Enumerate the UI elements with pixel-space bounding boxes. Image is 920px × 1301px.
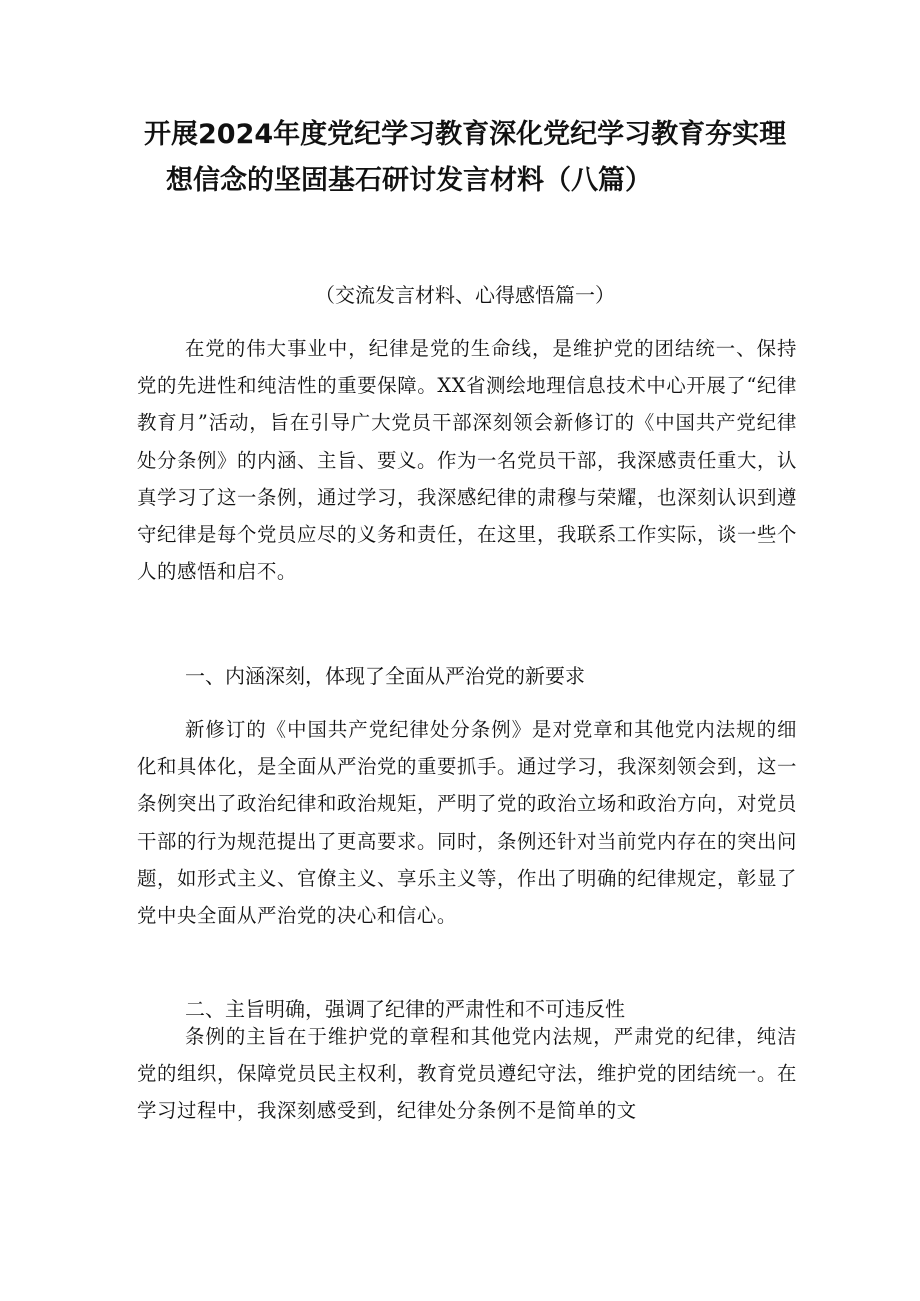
paragraph-section-2: 条例的主旨在于维护党的章程和其他党内法规，严肃党的纪律，纯洁党的组织，保障党员民主权利，教育党员遵纪守法，维护党的团结统一。在学习过程中，我深刻感受到，纪律处分条例不是简单的文 bbox=[137, 1025, 797, 1123]
section-heading-1: 一、内涵深刻，体现了全面从严治党的新要求 bbox=[185, 664, 585, 688]
section-heading-2: 二、主旨明确，强调了纪律的严肃性和不可违反性 bbox=[185, 997, 625, 1021]
paragraph-intro: 在党的伟大事业中，纪律是党的生命线，是维护党的团结统一、保持党的先进性和纯洁性的重要保障。XX省测绘地理信息技术中心开展了“纪律教育月”活动，旨在引导广大党员干部深刻领会新修订的《中国共产党纪律处分条例》的内涵、主旨、要义。作为一名党员干部，我深感责任重大，认真学习了这一条例，通过学习，我深感纪律的肃穆与荣耀，也深刻认识到遵守纪律是每个党员应尽的义务和责任，在这里，我联系工作实际，谈一些个人的感悟和启不。 bbox=[137, 337, 797, 584]
document-subtitle: （交流发言材料、心得感悟篇一） bbox=[315, 283, 615, 307]
paragraph-section-1: 新修订的《中国共产党纪律处分条例》是对党章和其他党内法规的细化和具体化，是全面从严治党的重要抓手。通过学习，我深刻领会到，这一条例突出了政治纪律和政治规矩，严明了党的政治立场和政治方向，对党员干部的行为规范提出了更高要求。同时，条例还针对当前党内存在的突出问题，如形式主义、官僚主义、享乐主义等，作出了明确的纪律规定，彰显了党中央全面从严治党的决心和信心。 bbox=[137, 718, 797, 928]
document-title bbox=[130, 112, 810, 204]
title-line-1: 开展2024年度党纪学习教育深化党纪学习教育夯实理 bbox=[144, 119, 787, 150]
title-line-2: 想信念的坚固基石研讨发言材料（八篇） bbox=[166, 165, 652, 196]
